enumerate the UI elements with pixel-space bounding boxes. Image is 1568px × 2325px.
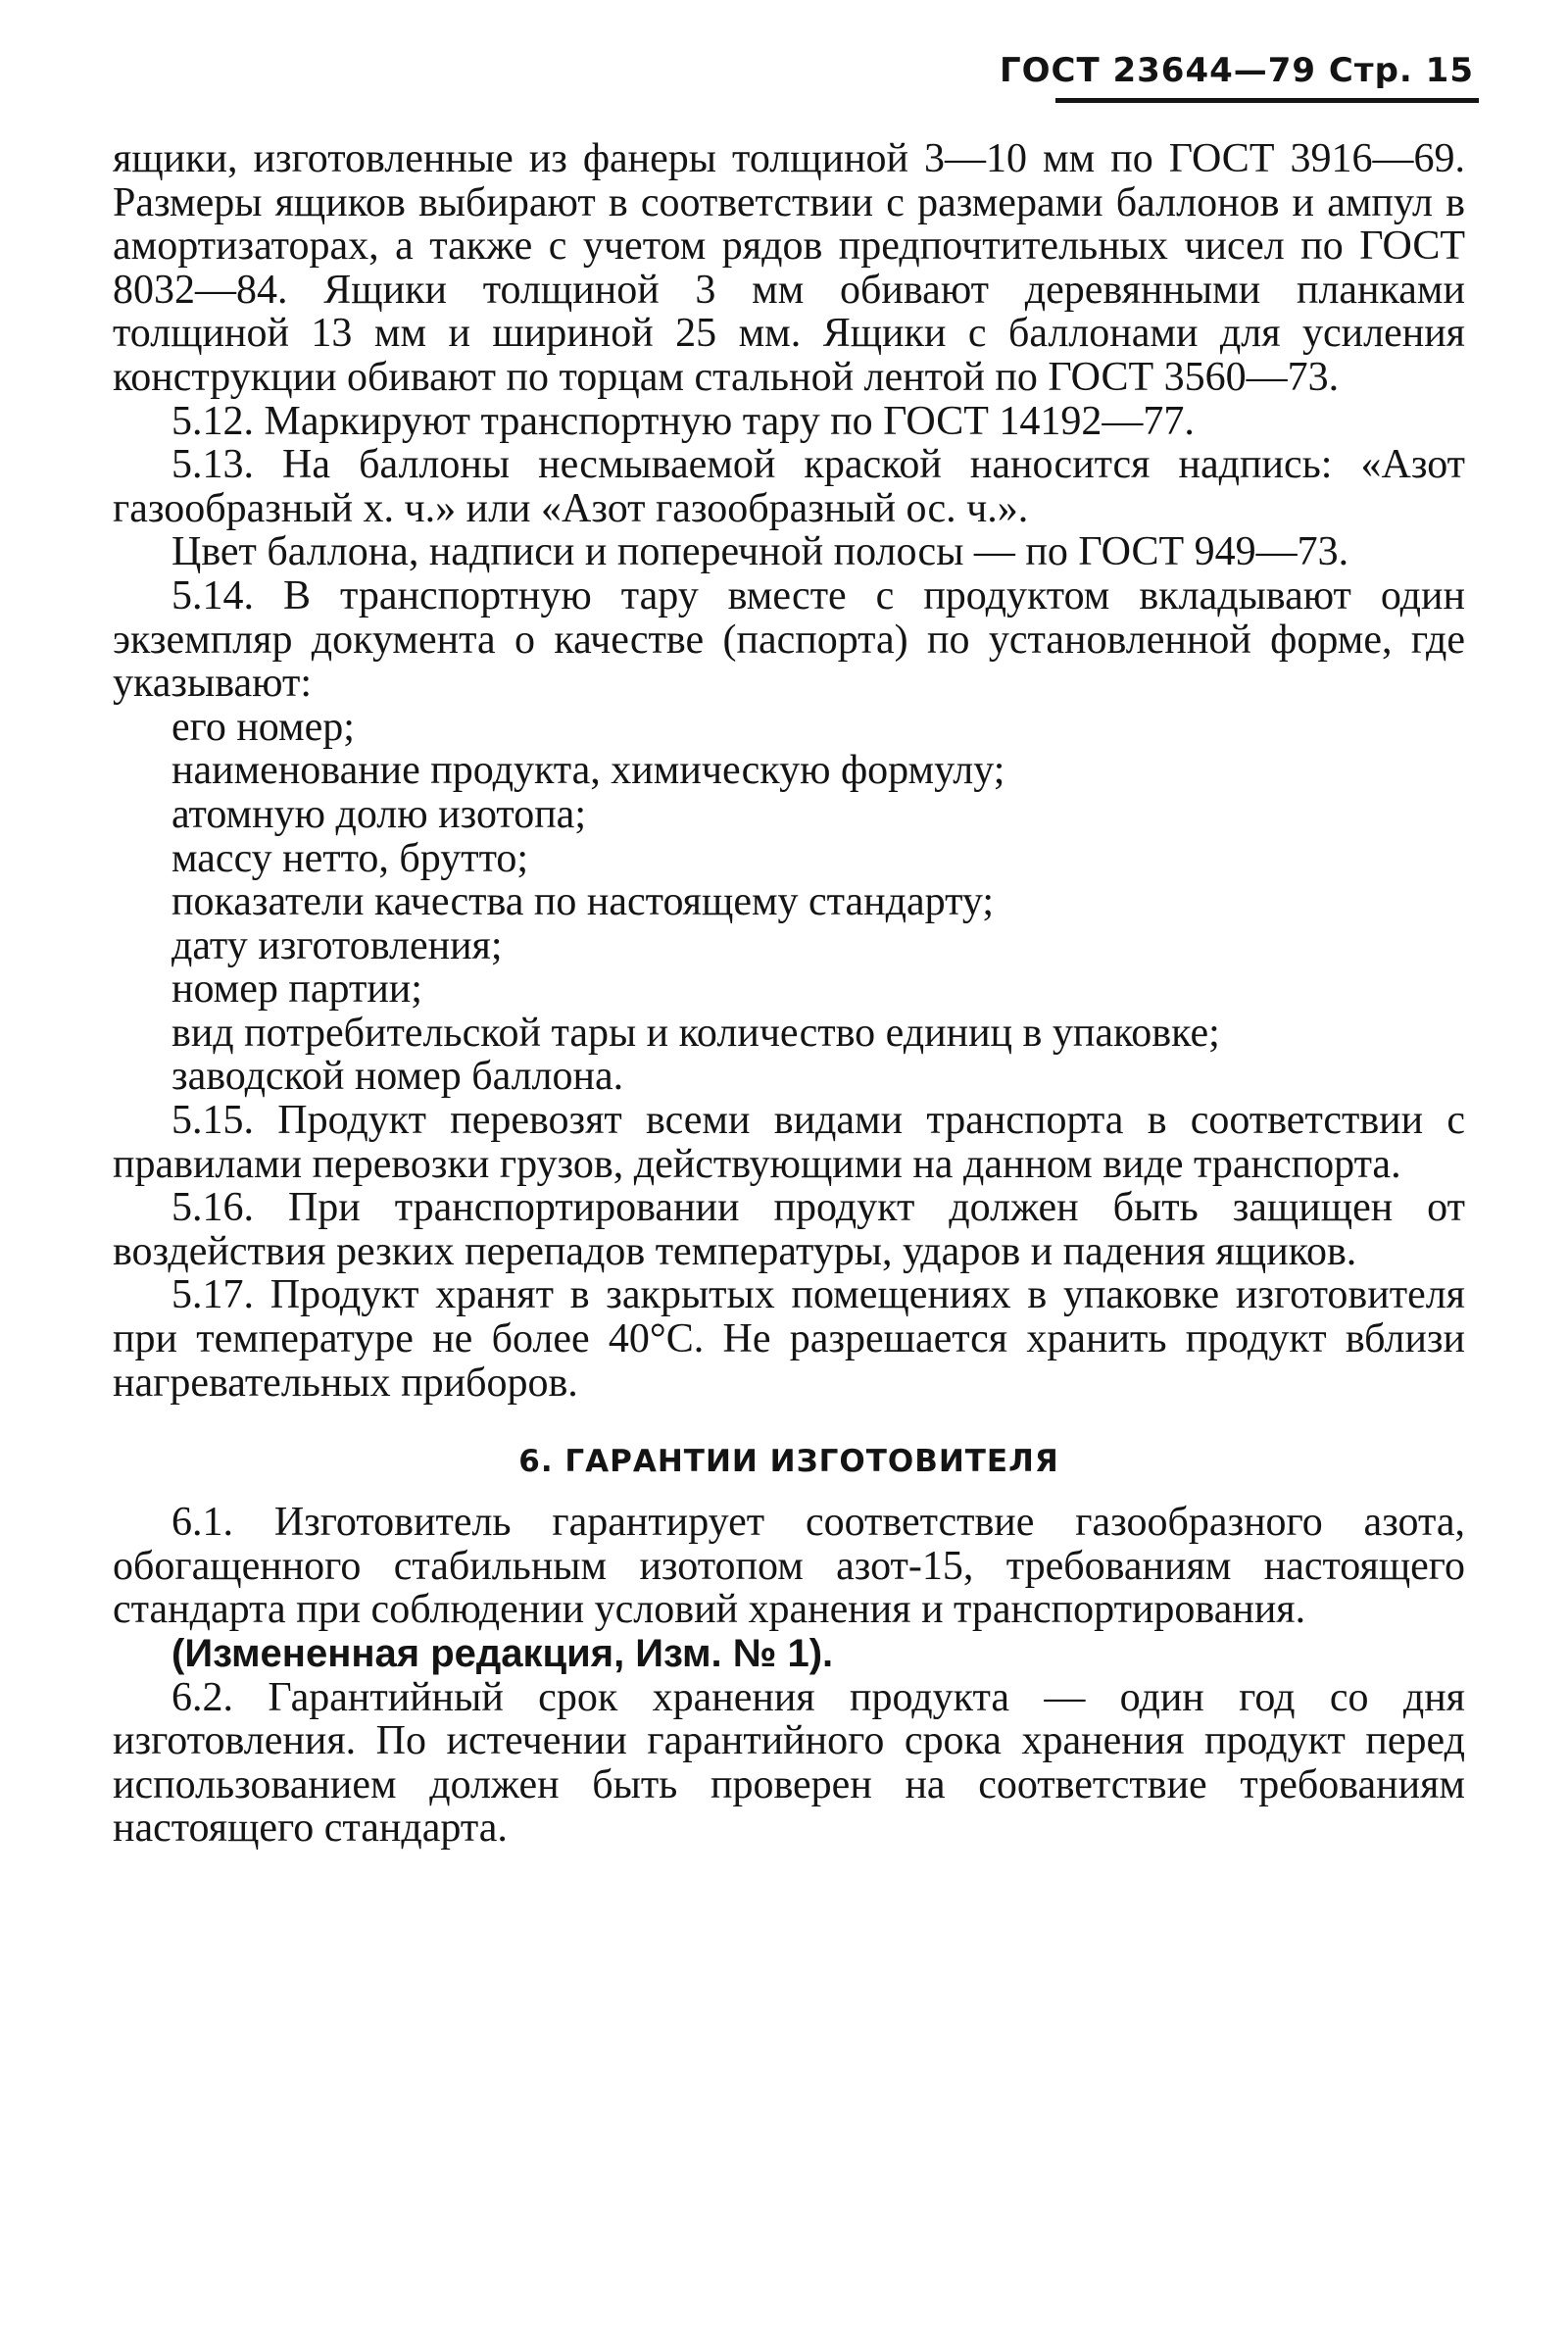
paragraph-5-12: 5.12. Маркируют транспортную тару по ГОСТ 14192—77.: [172, 398, 1195, 444]
amendment-note: (Измененная редакция, Изм. № 1).: [172, 1632, 834, 1675]
header-rule: [1055, 98, 1479, 103]
paragraph-5-16: 5.16. При транспортировании продукт должен быть защищен от воздействия резких перепадов температуры, ударов и падения ящиков.: [113, 1185, 1465, 1274]
list-item: вид потребительской тары и количество единиц в упаковке;: [172, 1010, 1220, 1056]
paragraph-continuation: ящики, изготовленные из фанеры толщиной 3—10 мм по ГОСТ 3916—69. Размеры ящиков выбирают в соответствии с размерами баллонов и ампул в амортизаторах, а также с учетом рядов предпочтительных чисел по ГОСТ 8032—84. Ящики толщиной 3 мм обивают деревянными планками толщиной 13 мм и шириной 25 мм. Ящики с баллонами для усиления конструкции обивают по торцам стальной лентой по ГОСТ 3560—73.: [113, 136, 1465, 400]
paragraph-6-2: 6.2. Гарантийный срок хранения продукта — один год со дня изготовления. По истечении гарантийного срока хранения продукт перед использованием должен быть проверен на соответствие требованиям настоящего стандарта.: [113, 1674, 1465, 1852]
document-body: [113, 137, 1465, 1851]
list-item: дату изготовления;: [172, 922, 503, 968]
paragraph-5-15: 5.15. Продукт перевозят всеми видами транспорта в соответствии с правилами перевозки грузов, действующими на данном виде транспорта.: [113, 1098, 1465, 1187]
page-header: ГОСТ 23644—79 Стр. 15: [999, 51, 1474, 90]
paragraph-5-13: 5.13. На баллоны несмываемой краской наносится надпись: «Азот газообразный х. ч.» или «Азот газообразный ос. ч.».: [113, 442, 1465, 531]
list-item: его номер;: [172, 704, 355, 750]
list-item: наименование продукта, химическую формулу;: [172, 748, 1005, 794]
section-6-heading: 6. ГАРАНТИИ ИЗГОТОВИТЕЛЯ: [518, 1444, 1059, 1480]
paragraph-5-14: 5.14. В транспортную тару вместе с продуктом вкладывают один экземпляр документа о качестве (паспорта) по установленной форме, где указывают:: [113, 572, 1465, 707]
list-item: массу нетто, брутто;: [172, 835, 529, 881]
passport-fields-list: [113, 706, 1465, 1099]
list-item: заводской номер баллона.: [172, 1054, 624, 1100]
paragraph-6-1: 6.1. Изготовитель гарантирует соответствие газообразного азота, обогащенного стабильным изотопом азот-15, требованиям настоящего стандарта при соблюдении условий хранения и транспортирования.: [113, 1500, 1465, 1633]
paragraph-5-17: 5.17. Продукт хранят в закрытых помещениях в упаковке изготовителя при температуре не более 40°С. Не разрешается хранить продукт вблизи нагревательных приборов.: [113, 1272, 1465, 1406]
list-item: номер партии;: [172, 966, 422, 1013]
list-item: атомную долю изотопа;: [172, 791, 586, 837]
list-item: показатели качества по настоящему стандарту;: [172, 879, 995, 925]
paragraph-color: Цвет баллона, надписи и поперечной полосы — по ГОСТ 949—73.: [172, 529, 1349, 575]
